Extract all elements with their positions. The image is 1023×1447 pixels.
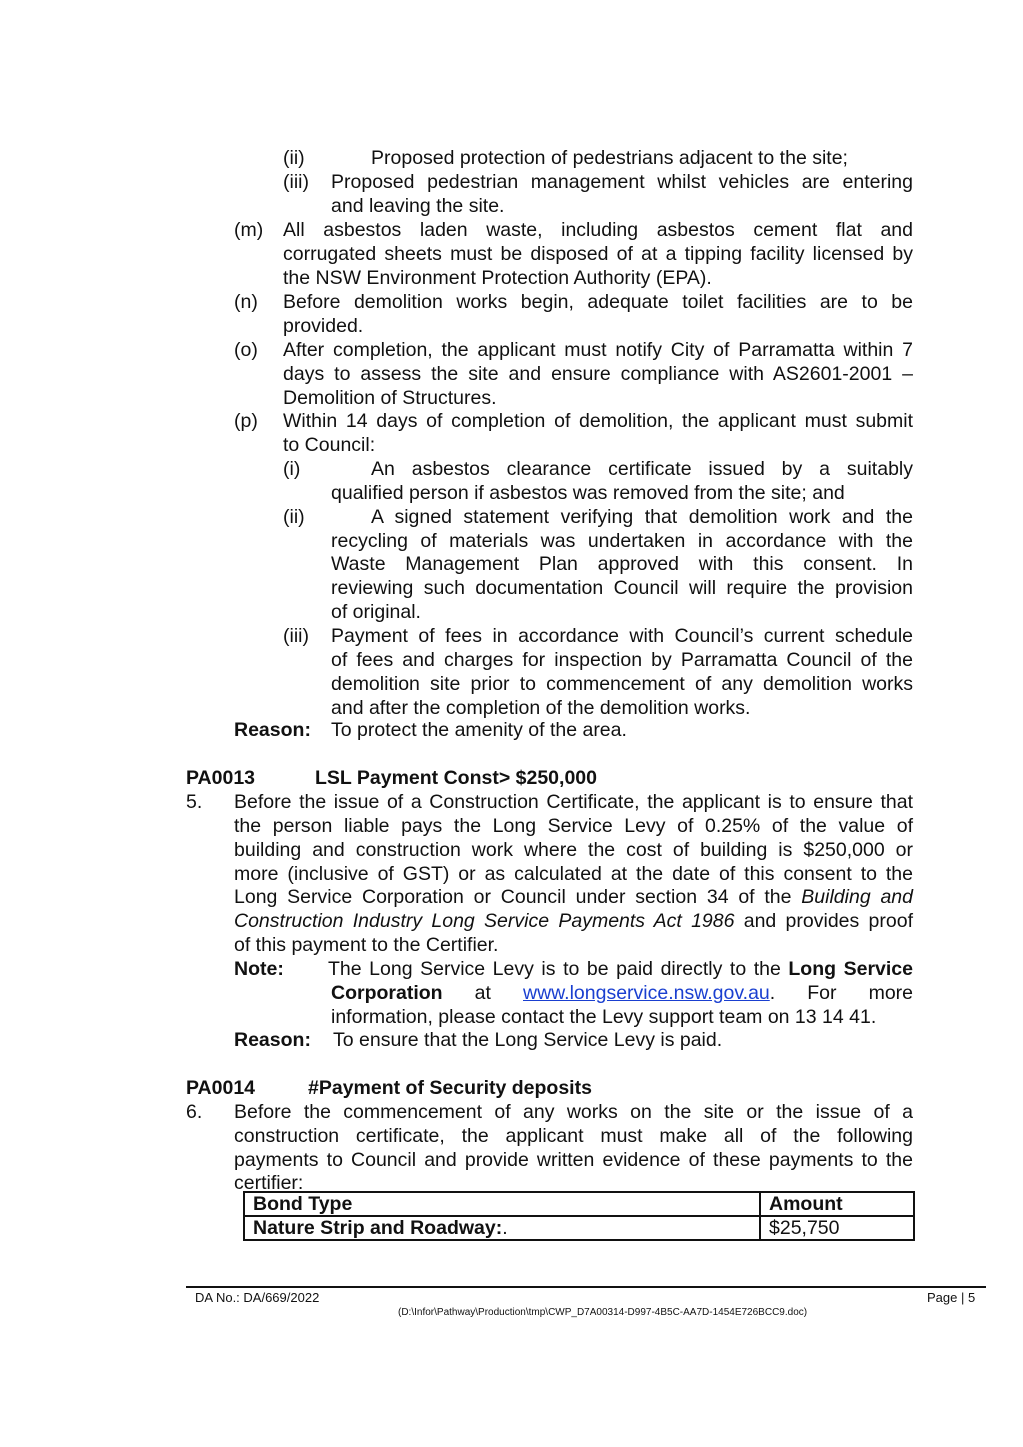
item-p-sub-line: recycling of materials was undertaken in accordance with the — [331, 530, 913, 552]
item-p-sub-num: (i) — [283, 458, 301, 480]
note-line — [328, 957, 913, 981]
table-header-row — [244, 1192, 914, 1216]
table-row — [244, 1216, 914, 1240]
item-o-line: Demolition of Structures. — [283, 387, 497, 409]
item-n-line: Before demolition works begin, adequate toilet facilities are to be — [283, 291, 913, 313]
condition-line: of this payment to the Certifier. — [234, 934, 499, 956]
condition-line: payments to Council and provide written evidence of these payments to the — [234, 1149, 913, 1171]
condition-line: Before the commencement of any works on the site or the issue of a — [234, 1101, 913, 1123]
item-p-sub-line: Waste Management Plan approved with this consent. In — [331, 553, 913, 575]
bond-type-suffix: . — [502, 1217, 508, 1239]
item-p-num: (p) — [234, 410, 258, 432]
bond-table — [243, 1191, 915, 1241]
footer-rule — [186, 1286, 986, 1288]
condition-line: the person liable pays the Long Service Levy of 0.25% of the value of — [234, 815, 913, 837]
item-m-line: All asbestos laden waste, including asbestos cement flat and — [283, 219, 913, 241]
item-o-line: days to assess the site and ensure compliance with AS2601-2001 – — [283, 363, 913, 385]
reason-label: Reason: — [234, 719, 311, 741]
table-header-bond-type: Bond Type — [244, 1192, 760, 1216]
table-cell-amount: $25,750 — [760, 1216, 914, 1240]
reason-text: To protect the amenity of the area. — [331, 719, 627, 741]
footer-file-path: (D:\Infor\Pathway\Production\tmp\CWP_D7A00314-D997-4B5C-AA7D-1454E726BCC9.doc) — [398, 1307, 808, 1318]
footer-page-number: Page | 5 — [927, 1290, 976, 1305]
note-text: The Long Service Levy is to be paid directly to the — [328, 958, 789, 980]
note-text: at — [474, 982, 491, 1004]
bond-type-label: Nature Strip and Roadway: — [253, 1217, 503, 1239]
note-line: information, please contact the Levy support team on 13 14 41. — [331, 1006, 877, 1028]
item-m-line: corrugated sheets must be disposed of at a tipping facility licensed by — [283, 243, 913, 265]
item-l-ii-num: (ii) — [283, 147, 305, 169]
note-bold: Long Service — [788, 958, 913, 980]
act-ref-post: and provides proof — [734, 910, 913, 932]
table-cell-bond-type — [244, 1216, 760, 1240]
condition-code: PA0014 — [186, 1077, 256, 1099]
item-l-iii-text: Proposed pedestrian management whilst vehicles are entering — [331, 171, 913, 193]
item-o-line: After completion, the applicant must notify City of Parramatta within 7 — [283, 339, 913, 361]
note-text: . For more — [769, 982, 914, 1004]
item-l-ii-text: Proposed protection of pedestrians adjacent to the site; — [371, 147, 848, 169]
item-l-iii-text-cont: and leaving the site. — [331, 195, 505, 217]
condition-line — [234, 909, 913, 933]
condition-code: PA0013 — [186, 767, 256, 789]
item-l-iii-num: (iii) — [283, 171, 309, 193]
item-n-num: (n) — [234, 291, 258, 313]
condition-title: #Payment of Security deposits — [308, 1077, 592, 1099]
item-p-sub-line: and after the completion of the demolition works. — [331, 697, 751, 719]
condition-line: building and construction work where the cost of building is $250,000 or — [234, 839, 913, 861]
table-header-amount: Amount — [760, 1192, 914, 1216]
condition-number: 5. — [186, 791, 203, 813]
item-p-sub-first: A signed statement verifying that demolition work and the — [371, 506, 913, 528]
condition-title: LSL Payment Const> $250,000 — [315, 767, 597, 789]
item-p-sub-line: of original. — [331, 601, 421, 623]
act-title: Building and — [801, 886, 913, 908]
reason-label: Reason: — [234, 1029, 311, 1051]
reason-text: To ensure that the Long Service Levy is paid. — [333, 1029, 723, 1051]
item-p-sub-num: (iii) — [283, 625, 309, 647]
item-o-num: (o) — [234, 339, 258, 361]
item-p-sub-line: qualified person if asbestos was removed from the site; and — [331, 482, 845, 504]
condition-line: Before the issue of a Construction Certificate, the applicant is to ensure that — [234, 791, 913, 813]
item-p-sub-line: of fees and charges for inspection by Parramatta Council of the — [331, 649, 913, 671]
item-p-sub-line: reviewing such documentation Council will require the provision — [331, 577, 913, 599]
condition-line: certifier: — [234, 1172, 304, 1194]
item-m-line: the NSW Environment Protection Authority (EPA). — [283, 267, 712, 289]
act-ref-pre: Long Service Corporation or Council under section 34 of the — [234, 886, 802, 908]
footer-da-number: DA No.: DA/669/2022 — [195, 1290, 320, 1305]
item-p-sub-first: Payment of fees in accordance with Council’s current schedule — [331, 625, 913, 647]
item-n-line: provided. — [283, 315, 364, 337]
note-bold: Corporation — [331, 982, 443, 1004]
item-p-line: Within 14 days of completion of demolition, the applicant must submit — [283, 410, 913, 432]
note-label: Note: — [234, 958, 284, 980]
condition-line: construction certificate, the applicant must make all of the following — [234, 1125, 913, 1147]
note-line — [331, 981, 913, 1005]
item-p-sub-first: An asbestos clearance certificate issued by a suitably — [371, 458, 913, 480]
item-m-num: (m) — [234, 219, 264, 241]
item-p-sub-num: (ii) — [283, 506, 305, 528]
longservice-link[interactable]: www.longservice.nsw.gov.au — [523, 982, 770, 1004]
condition-number: 6. — [186, 1101, 203, 1123]
item-p-line: to Council: — [283, 434, 376, 456]
act-title-cont: Construction Industry Long Service Payments Act 1986 — [234, 910, 735, 932]
item-p-sub-line: demolition site prior to commencement of any demolition works — [331, 673, 913, 695]
condition-line: more (inclusive of GST) or as calculated at the date of this consent to the — [234, 863, 913, 885]
condition-line — [234, 885, 913, 909]
